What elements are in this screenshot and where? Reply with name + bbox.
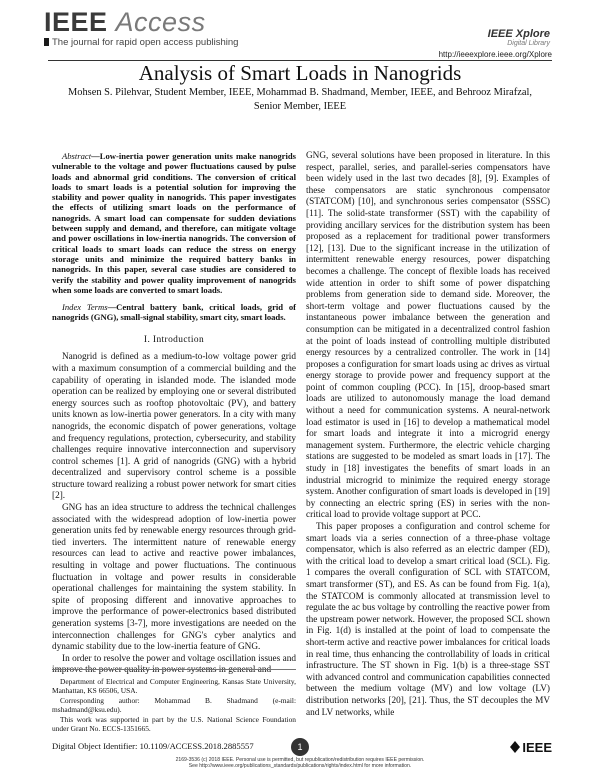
journal-tagline: The journal for rapid open access publishing [44,37,238,48]
abstract-label: Abstract [62,151,92,161]
index-terms: Index Terms—Central battery bank, critical loads, grid of nanogrids (GNG), small-signal stability, smart city, smart loads. [52,302,297,323]
left-column [52,151,296,677]
footnote-affiliation: Department of Electrical and Computer Engineering, Kansas State University, Manhattan, KS 66506, USA. [52,677,296,695]
logo-light-text: Access [115,7,206,37]
footnote-funding: This work was supported in part by the U.S. National Science Foundation under Grant No. ECCS-1351665. [52,715,296,733]
body-paragraph: This paper proposes a configuration and control scheme for smart loads via a series connection of a three-phase voltage compensator, which is also referred as an electric damper (ED), with the critical load to develop a smart critical load (SCL). Fig. 1 compares the overall configuration of SCL with STATCOM, smart transformer (ST), and ES. As can be found from Fig. 1(a), the STATCOM is commonly allocated at transmission level to regulate the ac bus voltage by controlling the reactive power from the upstream power network. However, the proposed SCL shown in Fig. 1(d) is installed at the point of load to compensate the short-term active and reactive power imbalances for critical loads in real time, thus enhancing the controllability of loads in critical infrastructure. The ST shown in Fig. 1(b) is a three-stage SST with advanced control and communication capabilities connected between the medium voltage (MV) and low voltage (LV) distribution networks [20], [21]. Thus, the ST decouples the MV and LV networks, while [306,522,551,718]
doi: Digital Object Identifier: 10.1109/ACCESS.2018.2885557 [52,741,254,751]
xplore-logo [488,28,550,48]
body-paragraph: GNG has an idea structure to address the technical challenges associated with the widespread adoption of low-inertia power generation units fed by renewable energy resources through grid-tied inverters. The intermittent nature of renewable energy resources can lead to active and reactive power imbalances, resulting in voltage and power fluctuations. The continuous fluctuation in voltage and power results in considerable operational challenges for maintaining the system stability. In spite of proposing different and innovative approaches to improve the performance of power-electronics based distributed generation systems [3-7], more investigations are needed on the interconnection challenges for GNG's cyber analytics and dynamic stability due to the low-inertia feature of GNG. [52,503,296,653]
copyright-notice [0,757,600,770]
index-terms-label: Index Terms [62,302,108,313]
body-paragraph: In order to resolve the power and voltage oscillation issues and improve the power quality in power systems in general and [52,653,296,676]
ieee-diamond-icon [510,741,520,753]
body-paragraph: GNG, several solutions have been proposed in literature. In this respect, parallel, series, and parallel-series compensators have been widely used in the last two decades [8], [9]. Examples of these compensators are static synchronous compensator (STATCOM) [10], and synchronous series compensator (SSSC) [11]. The solid-state transformer (SST) with the capability of providing ancillary services for the distribution system has been proposed as a replacement for traditional power transformers [12], [13]. Due to the significant increase in the utilization of intermittent renewable energy resources, power dispatching becomes a challenge. The concept of flexible loads has received wide attention in order to shift some of power dispatching problems from generation side to demand side. Moreover, the short-term voltage and power fluctuations caused by the instantaneous power imbalance between the generation and consumption can be mitigated in a decentralized control fashion at the point of loads instead of controlling multiple distributed energy resources by a centralized controller. The work in [14] proposes a configuration for smart loads using ac drives as virtual energy storage to provide power and frequency support at the point of common coupling (PCC). In [15], droop-based smart loads are utilized to autonomously manage the load demand without a need for communication systems. A neural-network load estimator is used in [16] to develop a mathematical model for smart loads and integrate it into a microgrid energy management system. Furthermore, the electric vehicle charging stations are suggested to be modeled as smart loads in [17]. The study in [18] investigates the benefits of smart loads in an industrial microgrid to minimize the required energy storage system. Another configuration of smart loads is developed in [19] by connecting an electric spring (ES) in series with the non-critical load to provide voltage support at PCC. [306,151,550,521]
right-column [306,151,550,719]
journal-logo [44,8,238,48]
logo-strong-text: IEEE [44,7,108,37]
xplore-subtitle: Digital Library [507,40,550,47]
page-number: 1 [291,738,309,756]
ieee-footer-logo [510,740,552,755]
xplore-title: IEEE Xplore [487,28,550,40]
body-paragraph: Nanogrid is defined as a medium-to-low voltage power grid with a maximum consumption of a commercial building and the capability of operating in islanded mode. The islanded mode operation can be realized by employing one or several distributed energy sources such as rooftop photovoltaic (PV), and battery units known as low-inertia power generators. In a city with many nanogrids, the economic dispatch of power generations, voltage and frequency regulations, protection, cybersecurity, and stability challenges require innovative interconnection and supervisory control schemes [1]. A grid of nanogrids (GNG) with a hybrid decentralized and supervisory control scheme is a possible structure toward realizing a robust power network for smart cities [2]. [52,352,296,502]
journal-header [0,0,600,62]
copyright-line: See http://www.ieee.org/publications_standards/publications/rights/index.html for more information. [188,763,412,770]
author-list: Mohsen S. Pilehvar, Student Member, IEEE, Mohammad B. Shadmand, Member, IEEE, and Behrooz Mirafzal, Senior Member, IEEE [68,87,532,112]
paper-title: Analysis of Smart Loads in Nanogrids [138,61,462,85]
copyright-line: 2169-3536 (c) 2018 IEEE. Personal use is permitted, but republication/redistribution requires IEEE permission. [175,757,425,763]
header-url: http://ieeexplore.ieee.org/Xplore [438,50,552,59]
footnote-corresponding: Corresponding author: Mohammad B. Shadmand (e-mail: mshadmand@ksu.edu). [52,696,296,714]
section-heading: I. Introduction [143,334,205,345]
tagline-mark-icon [44,38,49,46]
abstract: Abstract—Low-inertia power generation units make nanogrids vulnerable to the voltage and power fluctuations caused by pulse loads and abnormal grid conditions. The conversion of critical loads to smart loads is a potential solution for improving the stability and power quality in nanogrids. This paper investigates the effects of utilizing smart loads on the performance of nanogrids. A smart load can compensate for sudden deviations between supply and demand, and therefore, can mitigate voltage and power oscillations in low-inertia nanogrids. The conversion of critical loads to smart loads can reduce the stress on energy storage units and minimize the required battery banks in nanogrids. In this paper, several case studies are considered to verify the stability and power quality improvement of nanogrids when some loads are converted to smart loads. [52,151,296,295]
footnotes [52,669,296,734]
ieee-brand-text: IEEE [522,740,552,755]
